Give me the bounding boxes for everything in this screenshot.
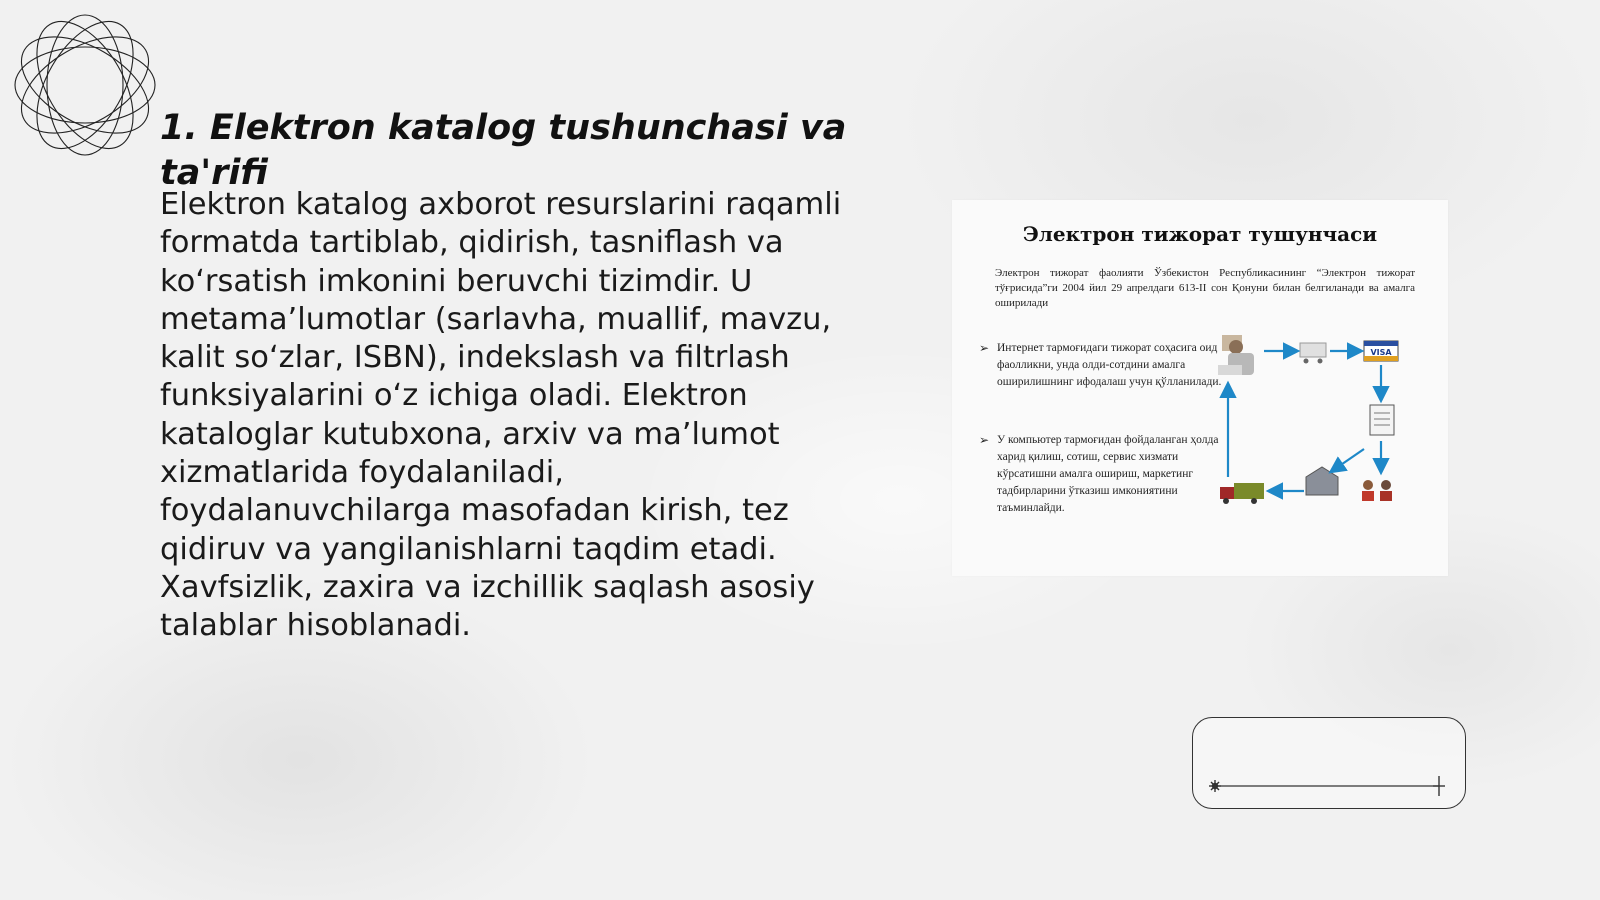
sun-icon xyxy=(1209,780,1221,792)
figure-title: Электрон тижорат тушунчаси xyxy=(1022,222,1378,246)
ecommerce-figure xyxy=(952,200,1448,576)
spirograph-logo xyxy=(10,10,160,160)
sparkle-icon xyxy=(1433,776,1445,796)
timeline-line xyxy=(1193,718,1465,808)
bullet-arrow-icon: ➢ xyxy=(979,433,990,447)
ecommerce-process-diagram xyxy=(1214,325,1434,535)
figure-bullet xyxy=(977,340,1222,391)
timeline-box xyxy=(1192,717,1466,809)
figure-bullet-text: Интернет тармоғидаги тижорат соҳасига оид фаолликни, унда олди-сотдини амалга оширилишнинг ифодалаш учун қўлланилади. xyxy=(997,342,1222,388)
visa-label: VISA xyxy=(1370,348,1392,357)
slide-body-text: Elektron katalog axborot resurslarini raqamli formatda tartiblab, qidirish, tasniflash va koʻrsatish imkonini beruvchi tizimdir. U metamaʼlumotlar (sarlavha, muallif, mavzu, kalit soʻzlar, ISBN), indekslash va filtrlash funksiyalarini oʻz ichiga oladi. Elektron kataloglar kutubxona, arxiv va maʼlumot xizmatlarida foydalaniladi, foydalanuvchilarga masofadan kirish, tez qidiruv va yangilanishlarni taqdim etadi. Xavfsizlik, zaxira va izchillik saqlash asosiy talablar hisoblanadi. xyxy=(160,187,842,644)
slide-title: 1. Elektron katalog tushunchasi va ta'rifi xyxy=(160,108,847,193)
customer-computer-icon xyxy=(1218,335,1254,375)
people-icon xyxy=(1362,480,1392,501)
figure-intro-text: Электрон тижорат фаолияти Ўзбекистон Республикасининг “Электрон тижорат тўғрисида”ги 2004 йил 29 апрелдаги 613-II сон Қонуни билан белгиланади ва амалга оширилади xyxy=(995,267,1415,309)
bullet-arrow-icon: ➢ xyxy=(979,341,990,355)
delivery-truck-icon xyxy=(1220,483,1264,504)
order-document-icon xyxy=(1370,405,1394,435)
figure-bullet xyxy=(977,432,1222,517)
figure-bullet-text: У компьютер тармоғидан фойдаланган ҳолда харид қилиш, сотиш, сервис хизмати кўрсатишни амалга ошириш, маркетинг тадбирларини ўтказиш имкониятини таъминлайди. xyxy=(997,434,1219,514)
shopping-cart-icon xyxy=(1300,343,1326,364)
credit-card-icon xyxy=(1364,341,1398,361)
